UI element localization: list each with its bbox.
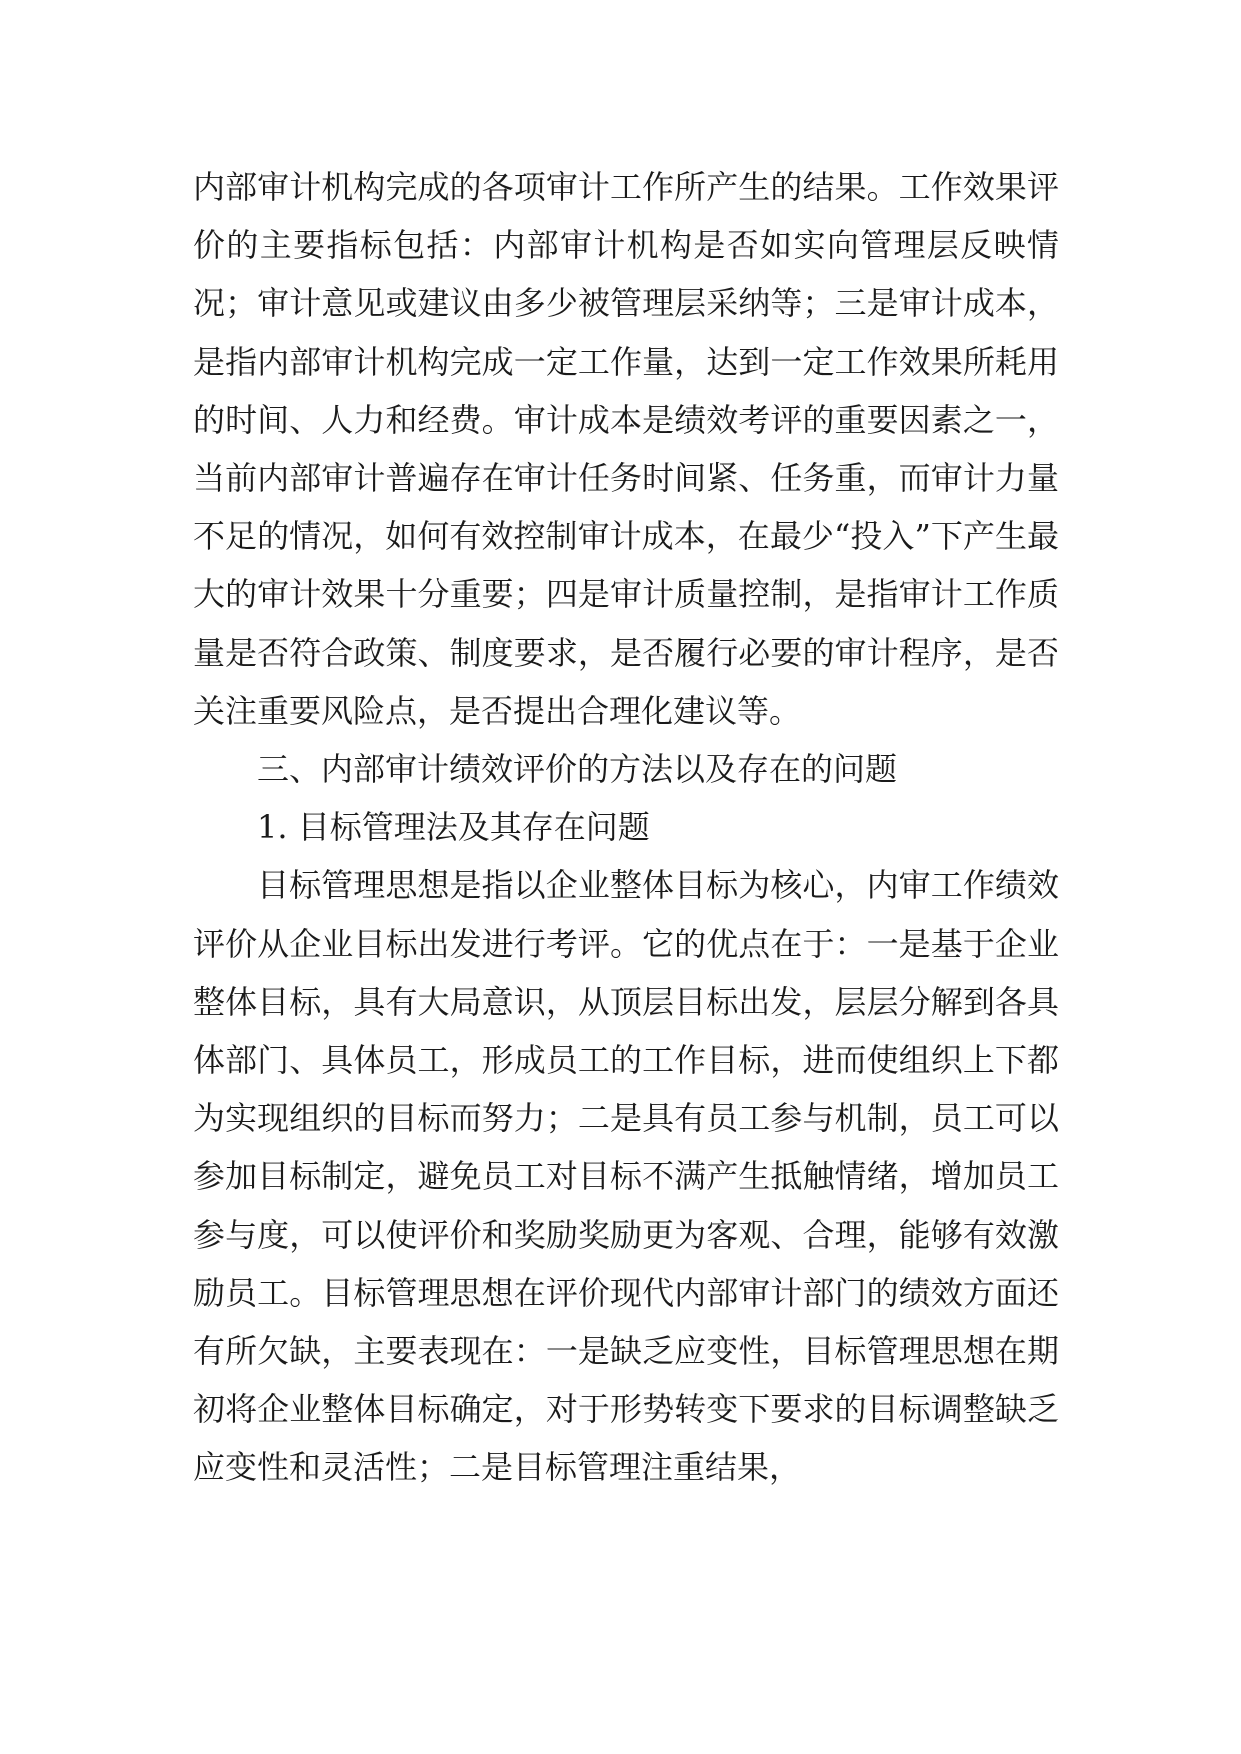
paragraph-audit-results: 内部审计机构完成的各项审计工作所产生的结果。工作效果评价的主要指标包括：内部审计机构是否如实向管理层反映情况；审计意见或建议由多少被管理层采纳等；三是审计成本，是指内部审计机构完成一定工作量，达到一定工作效果所耗用的时间、人力和经费。审计成本是绩效考评的重要因素之一，当前内部审计普遍存在审计任务时间紧、任务重，而审计力量不足的情况，如何有效控制审计成本，在最少“投入”下产生最大的审计效果十分重要；四是审计质量控制，是指审计工作质量是否符合政策、制度要求，是否履行必要的审计程序，是否关注重要风险点，是否提出合理化建议等。 [193,168,1059,730]
paragraph-objective-management: 目标管理思想是指以企业整体目标为核心，内审工作绩效评价从企业目标出发进行考评。它的优点在于：一是基于企业整体目标，具有大局意识，从顶层目标出发，层层分解到各具体部门、具体员工，形成员工的工作目标，进而使组织上下都为实现组织的目标而努力；二是具有员工参与机制，员工可以参加目标制定，避免员工对目标不满产生抵触情绪，增加员工参与度，可以使评价和奖励奖励更为客观、合理，能够有效激励员工。目标管理思想在评价现代内部审计部门的绩效方面还有所欠缺，主要表现在：一是缺乏应变性，目标管理思想在期初将企业整体目标确定，对于形势转变下要求的目标调整缺乏应变性和灵活性；二是目标管理注重结果， [193,866,1059,1487]
section-heading-3: 三、内部审计绩效评价的方法以及存在的问题 [257,750,898,789]
document-body [193,158,1059,1497]
subsection-heading-3-1: 1. 目标管理法及其存在问题 [257,808,650,847]
